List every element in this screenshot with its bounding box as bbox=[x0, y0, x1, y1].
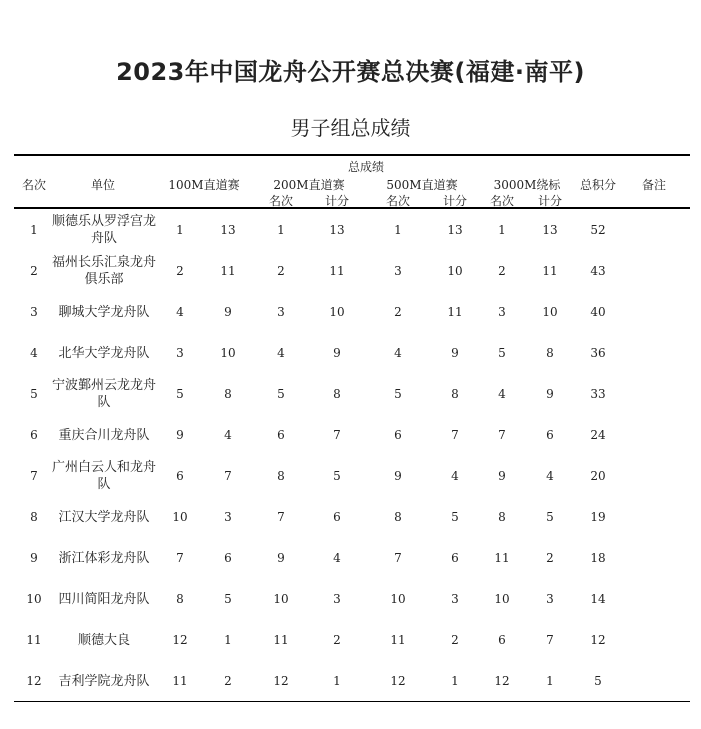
rank-100m-cell: 5 bbox=[176, 387, 184, 401]
points-200m-cell: 2 bbox=[333, 633, 341, 647]
rank-cell: 8 bbox=[30, 510, 38, 524]
rank-3000m-cell: 10 bbox=[494, 592, 510, 606]
rank-200m-cell: 12 bbox=[273, 674, 289, 688]
points-100m-cell: 6 bbox=[224, 551, 232, 565]
points-200m-cell: 8 bbox=[333, 387, 341, 401]
rank-500m-cell: 3 bbox=[394, 264, 402, 278]
points-100m-cell: 13 bbox=[220, 223, 236, 237]
header-500m-points: 计分 bbox=[442, 194, 468, 208]
rank-cell: 9 bbox=[30, 551, 38, 565]
table-row bbox=[14, 579, 690, 619]
table-row bbox=[14, 374, 690, 414]
table-row bbox=[14, 620, 690, 660]
rank-3000m-cell: 11 bbox=[494, 551, 510, 565]
rank-500m-cell: 1 bbox=[394, 223, 402, 237]
rank-200m-cell: 4 bbox=[277, 346, 285, 360]
table-header-rule bbox=[14, 207, 690, 209]
points-total-cell: 18 bbox=[590, 551, 606, 565]
rank-200m-cell: 3 bbox=[277, 305, 285, 319]
rank-cell: 1 bbox=[30, 223, 38, 237]
rank-cell: 4 bbox=[30, 346, 38, 360]
points-total-cell: 20 bbox=[590, 469, 606, 483]
points-total-cell: 52 bbox=[590, 223, 606, 237]
rank-500m-cell: 9 bbox=[394, 469, 402, 483]
header-total-score: 总成绩 bbox=[347, 160, 385, 174]
unit-cell: 福州长乐汇泉龙舟俱乐部 bbox=[51, 255, 156, 287]
points-3000m-cell: 1 bbox=[546, 674, 554, 688]
points-200m-cell: 1 bbox=[333, 674, 341, 688]
points-100m-cell: 9 bbox=[224, 305, 232, 319]
points-3000m-cell: 5 bbox=[546, 510, 554, 524]
rank-100m-cell: 3 bbox=[176, 346, 184, 360]
rank-cell: 6 bbox=[30, 428, 38, 442]
rank-cell: 3 bbox=[30, 305, 38, 319]
rank-100m-cell: 10 bbox=[172, 510, 188, 524]
unit-cell: 聊城大学龙舟队 bbox=[58, 304, 150, 320]
points-100m-cell: 2 bbox=[224, 674, 232, 688]
rank-500m-cell: 7 bbox=[394, 551, 402, 565]
points-500m-cell: 1 bbox=[451, 674, 459, 688]
points-100m-cell: 11 bbox=[220, 264, 236, 278]
points-100m-cell: 7 bbox=[224, 469, 232, 483]
header-rank: 名次 bbox=[21, 178, 47, 192]
points-3000m-cell: 2 bbox=[546, 551, 554, 565]
rank-100m-cell: 2 bbox=[176, 264, 184, 278]
points-500m-cell: 2 bbox=[451, 633, 459, 647]
rank-cell: 11 bbox=[26, 633, 42, 647]
table-row bbox=[14, 661, 690, 701]
unit-cell: 宁波鄞州云龙龙舟队 bbox=[51, 378, 156, 410]
rank-100m-cell: 1 bbox=[176, 223, 184, 237]
rank-3000m-cell: 5 bbox=[498, 346, 506, 360]
rank-3000m-cell: 9 bbox=[498, 469, 506, 483]
rank-100m-cell: 8 bbox=[176, 592, 184, 606]
table-row bbox=[14, 292, 690, 332]
rank-cell: 2 bbox=[30, 264, 38, 278]
points-200m-cell: 11 bbox=[329, 264, 345, 278]
header-3000m-points: 计分 bbox=[537, 194, 563, 208]
unit-cell: 顺德乐从罗浮宫龙舟队 bbox=[51, 214, 156, 246]
header-3000m-rank: 名次 bbox=[489, 194, 515, 208]
unit-cell: 浙江体彩龙舟队 bbox=[58, 550, 150, 566]
points-500m-cell: 11 bbox=[447, 305, 463, 319]
rank-200m-cell: 1 bbox=[277, 223, 285, 237]
header-200m-rank: 名次 bbox=[268, 194, 294, 208]
rank-3000m-cell: 6 bbox=[498, 633, 506, 647]
rank-200m-cell: 8 bbox=[277, 469, 285, 483]
rank-500m-cell: 12 bbox=[390, 674, 406, 688]
points-100m-cell: 10 bbox=[220, 346, 236, 360]
points-total-cell: 19 bbox=[590, 510, 606, 524]
points-100m-cell: 5 bbox=[224, 592, 232, 606]
rank-500m-cell: 11 bbox=[390, 633, 406, 647]
points-200m-cell: 10 bbox=[329, 305, 345, 319]
header-500m: 500M直道赛 bbox=[386, 178, 458, 192]
rank-100m-cell: 6 bbox=[176, 469, 184, 483]
table-row bbox=[14, 251, 690, 291]
rank-100m-cell: 12 bbox=[172, 633, 188, 647]
rank-3000m-cell: 1 bbox=[498, 223, 506, 237]
rank-cell: 12 bbox=[26, 674, 42, 688]
points-100m-cell: 8 bbox=[224, 387, 232, 401]
rank-3000m-cell: 8 bbox=[498, 510, 506, 524]
unit-cell: 广州白云人和龙舟队 bbox=[51, 460, 156, 492]
rank-cell: 10 bbox=[26, 592, 42, 606]
table-row bbox=[14, 456, 690, 496]
points-3000m-cell: 8 bbox=[546, 346, 554, 360]
rank-100m-cell: 7 bbox=[176, 551, 184, 565]
points-200m-cell: 6 bbox=[333, 510, 341, 524]
points-3000m-cell: 7 bbox=[546, 633, 554, 647]
rank-500m-cell: 2 bbox=[394, 305, 402, 319]
points-total-cell: 14 bbox=[590, 592, 606, 606]
points-500m-cell: 4 bbox=[451, 469, 459, 483]
rank-100m-cell: 4 bbox=[176, 305, 184, 319]
rank-200m-cell: 11 bbox=[273, 633, 289, 647]
table-row bbox=[14, 415, 690, 455]
header-200m-points: 计分 bbox=[324, 194, 350, 208]
rank-3000m-cell: 7 bbox=[498, 428, 506, 442]
table-row bbox=[14, 210, 690, 250]
points-200m-cell: 9 bbox=[333, 346, 341, 360]
rank-200m-cell: 6 bbox=[277, 428, 285, 442]
table-row bbox=[14, 538, 690, 578]
points-500m-cell: 3 bbox=[451, 592, 459, 606]
rank-3000m-cell: 3 bbox=[498, 305, 506, 319]
points-200m-cell: 4 bbox=[333, 551, 341, 565]
rank-cell: 5 bbox=[30, 387, 38, 401]
points-500m-cell: 13 bbox=[447, 223, 463, 237]
points-100m-cell: 3 bbox=[224, 510, 232, 524]
points-total-cell: 43 bbox=[590, 264, 606, 278]
rank-3000m-cell: 2 bbox=[498, 264, 506, 278]
rank-500m-cell: 8 bbox=[394, 510, 402, 524]
document-title: 2023年中国龙舟公开赛总决赛(福建·南平) bbox=[116, 58, 585, 86]
rank-500m-cell: 6 bbox=[394, 428, 402, 442]
rank-200m-cell: 10 bbox=[273, 592, 289, 606]
points-200m-cell: 7 bbox=[333, 428, 341, 442]
unit-cell: 吉利学院龙舟队 bbox=[58, 673, 150, 689]
unit-cell: 顺德大良 bbox=[77, 632, 130, 648]
rank-100m-cell: 9 bbox=[176, 428, 184, 442]
table-row bbox=[14, 333, 690, 373]
rank-200m-cell: 5 bbox=[277, 387, 285, 401]
rank-3000m-cell: 12 bbox=[494, 674, 510, 688]
points-500m-cell: 9 bbox=[451, 346, 459, 360]
points-500m-cell: 10 bbox=[447, 264, 463, 278]
header-points-total: 总积分 bbox=[579, 178, 617, 192]
points-3000m-cell: 6 bbox=[546, 428, 554, 442]
points-3000m-cell: 3 bbox=[546, 592, 554, 606]
points-total-cell: 40 bbox=[590, 305, 606, 319]
header-100m: 100M直道赛 bbox=[168, 178, 240, 192]
rank-500m-cell: 10 bbox=[390, 592, 406, 606]
points-3000m-cell: 10 bbox=[542, 305, 558, 319]
points-total-cell: 36 bbox=[590, 346, 606, 360]
points-200m-cell: 5 bbox=[333, 469, 341, 483]
points-total-cell: 33 bbox=[590, 387, 606, 401]
points-200m-cell: 3 bbox=[333, 592, 341, 606]
header-200m: 200M直道赛 bbox=[273, 178, 345, 192]
document-subtitle: 男子组总成绩 bbox=[290, 116, 411, 140]
table-top-rule bbox=[14, 154, 690, 156]
points-3000m-cell: 4 bbox=[546, 469, 554, 483]
unit-cell: 北华大学龙舟队 bbox=[58, 345, 150, 361]
rank-3000m-cell: 4 bbox=[498, 387, 506, 401]
points-100m-cell: 1 bbox=[224, 633, 232, 647]
rank-500m-cell: 5 bbox=[394, 387, 402, 401]
rank-200m-cell: 9 bbox=[277, 551, 285, 565]
rank-500m-cell: 4 bbox=[394, 346, 402, 360]
points-500m-cell: 5 bbox=[451, 510, 459, 524]
points-3000m-cell: 11 bbox=[542, 264, 558, 278]
rank-100m-cell: 11 bbox=[172, 674, 188, 688]
points-500m-cell: 8 bbox=[451, 387, 459, 401]
unit-cell: 四川简阳龙舟队 bbox=[58, 591, 150, 607]
unit-cell: 重庆合川龙舟队 bbox=[58, 427, 150, 443]
table-row bbox=[14, 497, 690, 537]
points-3000m-cell: 13 bbox=[542, 223, 558, 237]
points-total-cell: 12 bbox=[590, 633, 606, 647]
points-100m-cell: 4 bbox=[224, 428, 232, 442]
rank-200m-cell: 7 bbox=[277, 510, 285, 524]
points-3000m-cell: 9 bbox=[546, 387, 554, 401]
points-500m-cell: 6 bbox=[451, 551, 459, 565]
header-remark: 备注 bbox=[641, 178, 667, 192]
rank-cell: 7 bbox=[30, 469, 38, 483]
header-unit: 单位 bbox=[90, 178, 116, 192]
header-3000m: 3000M绕标 bbox=[493, 178, 561, 192]
points-200m-cell: 13 bbox=[329, 223, 345, 237]
unit-cell: 江汉大学龙舟队 bbox=[58, 509, 150, 525]
points-total-cell: 5 bbox=[594, 674, 602, 688]
header-500m-rank: 名次 bbox=[385, 194, 411, 208]
points-total-cell: 24 bbox=[590, 428, 606, 442]
points-500m-cell: 7 bbox=[451, 428, 459, 442]
rank-200m-cell: 2 bbox=[277, 264, 285, 278]
table-bottom-rule bbox=[14, 701, 690, 702]
